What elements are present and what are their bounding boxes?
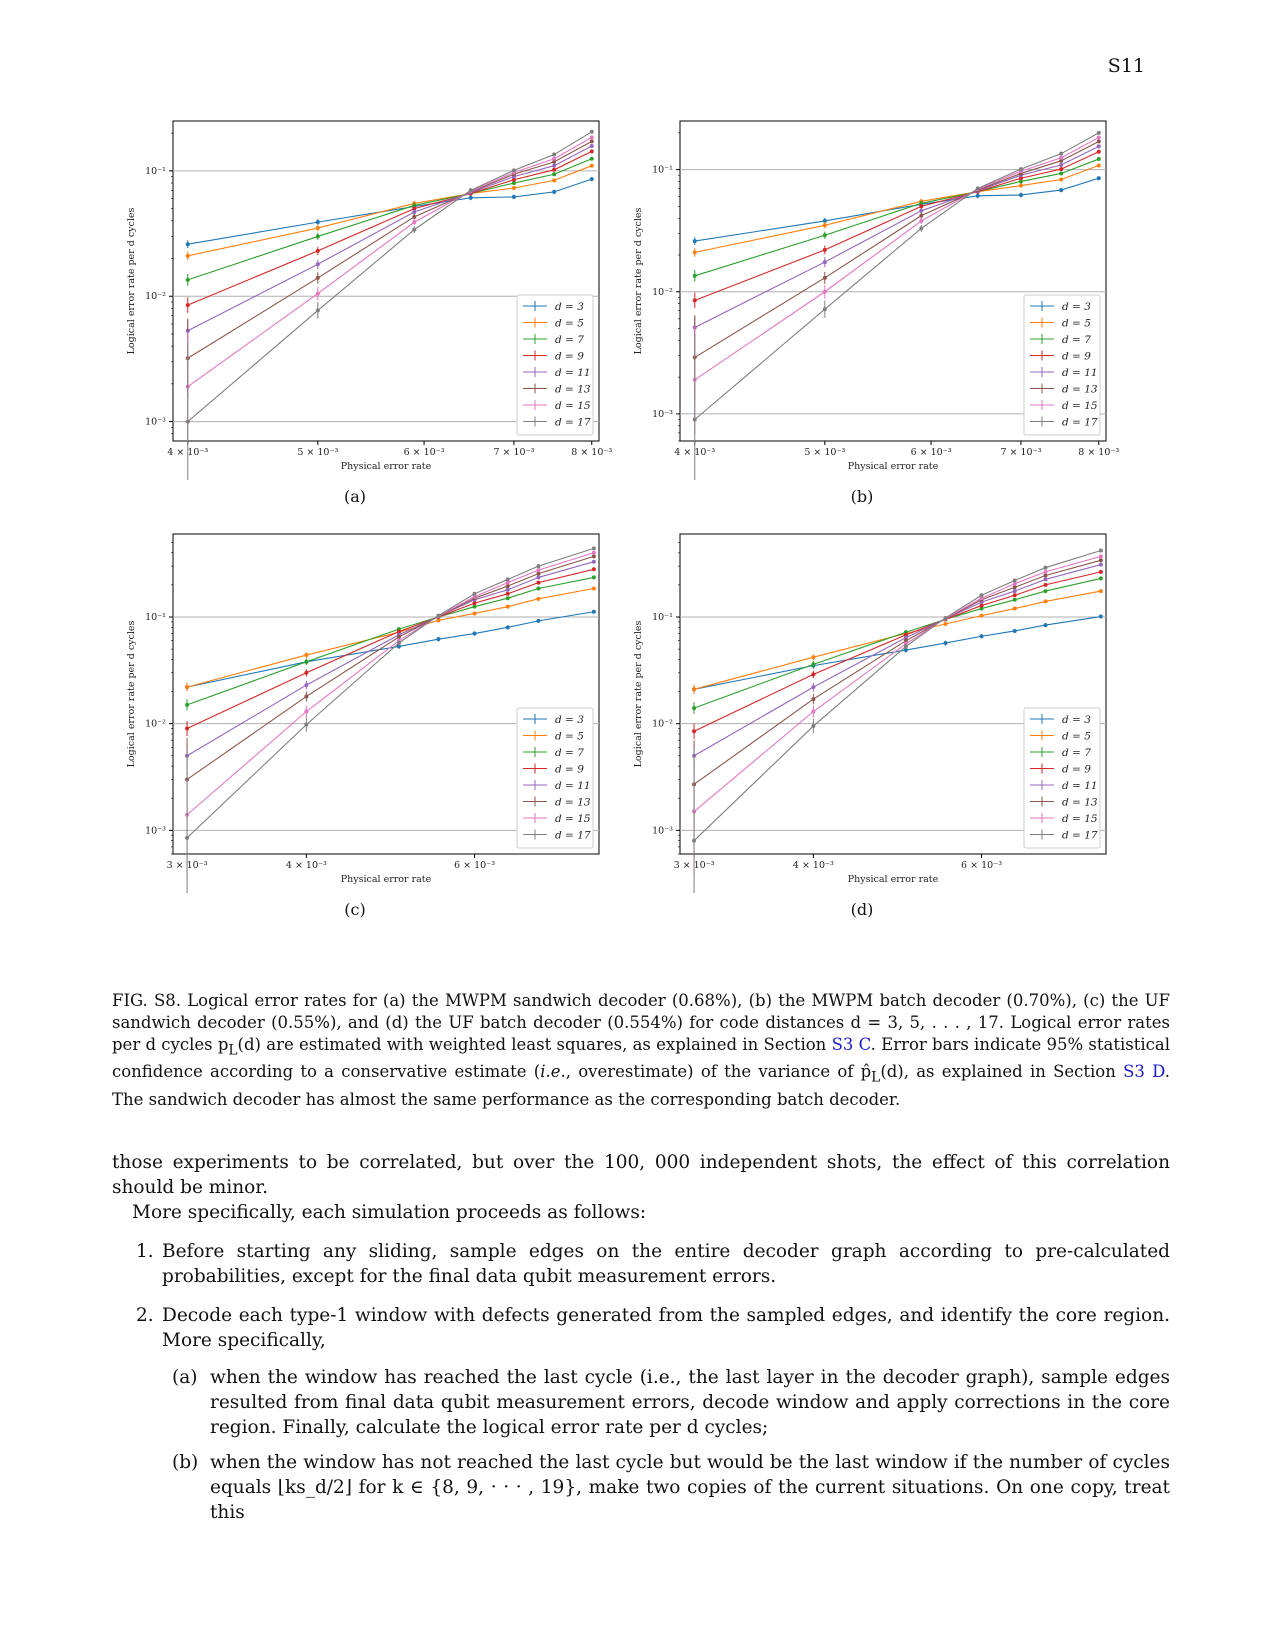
chart-c: [110, 528, 615, 893]
data-point: [811, 672, 815, 676]
data-point: [1099, 558, 1103, 562]
y-tick-label: 10⁻¹: [145, 165, 166, 177]
data-point: [1019, 184, 1023, 188]
series-line: [187, 612, 594, 687]
data-point: [1013, 578, 1017, 582]
figure-panel-d: [617, 528, 1122, 893]
series-line: [187, 569, 594, 728]
data-point: [506, 592, 510, 596]
caption-sub-1: L: [228, 1042, 238, 1059]
legend-label: d = 7: [1062, 334, 1091, 346]
caption-text-3: . Error bars indicate 95% statistical confidence according to a conservative estimate (: [112, 1035, 1171, 1082]
list-item-1: [112, 1239, 1170, 1289]
chart-a: [110, 115, 615, 480]
legend-label: d = 5: [555, 730, 584, 743]
series-line: [695, 152, 1099, 301]
figure-panel-a: [110, 115, 615, 480]
data-point: [823, 233, 827, 237]
data-point: [512, 186, 516, 190]
data-point: [304, 683, 308, 687]
data-point: [316, 276, 320, 280]
data-point: [536, 587, 540, 591]
data-point: [536, 572, 540, 576]
data-point: [1013, 598, 1017, 602]
data-point: [185, 703, 189, 707]
x-axis-label: Physical error rate: [847, 461, 939, 472]
data-point: [506, 605, 510, 609]
x-tick-label: 5 × 10⁻³: [804, 447, 846, 458]
legend-label: d = 15: [555, 813, 591, 825]
data-point: [1013, 585, 1017, 589]
y-tick-label: 10⁻³: [145, 416, 166, 428]
data-point: [823, 248, 827, 252]
data-point: [811, 724, 815, 728]
x-tick-label: 4 × 10⁻³: [285, 860, 327, 871]
data-point: [904, 644, 908, 648]
legend-label: d = 17: [555, 416, 591, 429]
series-line: [188, 179, 592, 244]
data-point: [1043, 573, 1047, 577]
procedure-list: [112, 1239, 1170, 1525]
series-line: [187, 589, 594, 688]
data-point: [552, 153, 556, 157]
data-point: [506, 596, 510, 600]
data-point: [592, 587, 596, 591]
list-item-2: [112, 1303, 1170, 1525]
data-point: [316, 226, 320, 230]
data-point: [536, 581, 540, 585]
data-point: [1099, 570, 1103, 574]
data-point: [811, 685, 815, 689]
series-d=3: [186, 177, 594, 248]
data-point: [693, 250, 697, 254]
x-tick-label: 7 × 10⁻³: [1000, 447, 1042, 458]
data-point: [316, 262, 320, 266]
sublist-text-b: when the window has not reached the last cycle but would be the last window if the number of cycles equals ⌊ks_d/2⌋ for k ∈ {8, 9, · · · , 19}, make two copies of the current situations. On one copy, treat this: [210, 1452, 1170, 1523]
data-point: [1059, 156, 1063, 160]
data-point: [552, 190, 556, 194]
data-point: [536, 597, 540, 601]
page-number: S11: [1107, 55, 1145, 77]
figure-tag-d: (d): [850, 900, 874, 919]
legend-label: d = 15: [1062, 813, 1098, 825]
y-tick-label: 10⁻¹: [652, 612, 673, 624]
data-point: [1013, 593, 1017, 597]
y-tick-label: 10⁻²: [652, 286, 673, 298]
data-point: [692, 687, 696, 691]
chart-d: [617, 528, 1122, 893]
procedure-sublist: [162, 1365, 1170, 1525]
list-number-2: 2.: [136, 1305, 154, 1326]
y-tick-label: 10⁻¹: [145, 612, 166, 624]
paragraph-2: More specifically, each simulation proceeds as follows:: [132, 1202, 647, 1223]
data-point: [1099, 563, 1103, 567]
y-axis-label: Logical error rate per d cycles: [126, 620, 137, 768]
data-point: [469, 196, 473, 200]
data-point: [1097, 139, 1101, 143]
series-d=9: [693, 150, 1101, 308]
legend-label: d = 15: [1062, 400, 1098, 412]
data-point: [1043, 623, 1047, 627]
legend-label: d = 9: [1062, 350, 1091, 363]
data-point: [590, 149, 594, 153]
legend-box: [517, 708, 593, 848]
legend-label: d = 15: [555, 400, 591, 412]
x-tick-label: 6 × 10⁻³: [454, 860, 496, 871]
data-point: [1059, 177, 1063, 181]
data-point: [823, 260, 827, 264]
list-text-2: Decode each type-1 window with defects generated from the sampled edges, and identify the core region. More specifically,: [162, 1305, 1170, 1351]
figure-panel-c: [110, 528, 615, 893]
data-point: [592, 560, 596, 564]
data-point: [412, 215, 416, 219]
data-point: [185, 685, 189, 689]
legend-label: d = 7: [555, 334, 584, 346]
data-point: [512, 195, 516, 199]
y-tick-label: 10⁻²: [145, 291, 166, 303]
data-point: [693, 298, 697, 302]
data-point: [552, 168, 556, 172]
data-point: [1099, 589, 1103, 593]
series-d=7: [692, 576, 1103, 713]
legend-label: d = 5: [1062, 317, 1091, 330]
data-point: [1013, 607, 1017, 611]
data-point: [919, 226, 923, 230]
legend-box: [1024, 295, 1100, 435]
y-axis-label: Logical error rate per d cycles: [633, 207, 644, 355]
data-point: [692, 729, 696, 733]
data-point: [592, 575, 596, 579]
series-d=3: [693, 176, 1101, 245]
data-point: [1043, 577, 1047, 581]
data-point: [823, 223, 827, 227]
data-point: [1097, 157, 1101, 161]
data-point: [1059, 188, 1063, 192]
caption-text-6: . The sandwich decoder has almost the same performance as the corresponding batch decoder.: [112, 1062, 1170, 1109]
data-point: [186, 278, 190, 282]
legend-label: d = 13: [555, 796, 591, 809]
legend: [517, 708, 593, 848]
data-point: [1097, 164, 1101, 168]
legend-label: d = 11: [555, 780, 591, 792]
data-point: [506, 625, 510, 629]
series-line: [694, 578, 1101, 708]
legend-label: d = 9: [555, 763, 584, 776]
data-point: [693, 417, 697, 421]
data-point: [1043, 583, 1047, 587]
x-tick-label: 6 × 10⁻³: [910, 447, 952, 458]
data-point: [1097, 176, 1101, 180]
data-point: [811, 697, 815, 701]
data-point: [186, 254, 190, 258]
data-point: [1043, 570, 1047, 574]
y-tick-label: 10⁻³: [145, 825, 166, 837]
x-axis-label: Physical error rate: [847, 874, 939, 885]
data-point: [943, 641, 947, 645]
legend-label: d = 5: [555, 317, 584, 330]
legend: [517, 295, 593, 435]
data-point: [536, 564, 540, 568]
data-point: [1099, 549, 1103, 553]
data-point: [1097, 150, 1101, 154]
data-point: [316, 234, 320, 238]
x-tick-label: 8 × 10⁻³: [1078, 447, 1120, 458]
data-point: [412, 228, 416, 232]
data-point: [592, 567, 596, 571]
data-point: [473, 632, 477, 636]
series-line: [694, 617, 1101, 690]
data-point: [186, 420, 190, 424]
data-point: [1043, 599, 1047, 603]
data-point: [1013, 589, 1017, 593]
data-point: [943, 622, 947, 626]
x-tick-label: 4 × 10⁻³: [167, 447, 209, 458]
legend-label: d = 5: [1062, 730, 1091, 743]
legend-label: d = 3: [1062, 714, 1091, 726]
y-tick-label: 10⁻²: [145, 718, 166, 730]
data-point: [304, 723, 308, 727]
legend-label: d = 7: [555, 747, 584, 759]
data-point: [590, 177, 594, 181]
series-line: [188, 151, 592, 305]
sublist-text-a: when the window has reached the last cycle (i.e., the last layer in the decoder graph), sample edges resulted from final data qubit measurement errors, decode window and apply corrections in the core region. Finally, calculate the logical error rate per d cycles;: [210, 1367, 1170, 1438]
data-point: [919, 219, 923, 223]
legend-label: d = 11: [1062, 780, 1098, 792]
legend: [1024, 708, 1100, 848]
data-point: [536, 619, 540, 623]
data-point: [1059, 171, 1063, 175]
data-point: [980, 604, 984, 608]
data-point: [592, 610, 596, 614]
data-point: [919, 209, 923, 213]
data-point: [186, 242, 190, 246]
data-point: [1019, 193, 1023, 197]
data-point: [1097, 144, 1101, 148]
data-point: [552, 164, 556, 168]
data-point: [304, 653, 308, 657]
figure-tag-c: (c): [344, 900, 366, 919]
x-axis-label: Physical error rate: [340, 874, 432, 885]
data-point: [980, 614, 984, 618]
data-point: [185, 836, 189, 840]
data-point: [590, 130, 594, 134]
legend-label: d = 11: [1062, 367, 1098, 379]
legend-label: d = 17: [555, 829, 591, 842]
x-tick-label: 4 × 10⁻³: [792, 860, 834, 871]
section-link-s3c[interactable]: S3 C: [831, 1035, 871, 1054]
x-tick-label: 6 × 10⁻³: [961, 860, 1003, 871]
legend: [1024, 295, 1100, 435]
legend-box: [1024, 708, 1100, 848]
data-point: [590, 139, 594, 143]
data-point: [980, 634, 984, 638]
data-point: [590, 135, 594, 139]
x-tick-label: 7 × 10⁻³: [493, 447, 535, 458]
data-point: [412, 220, 416, 224]
data-point: [811, 655, 815, 659]
data-point: [536, 575, 540, 579]
section-link-s3d[interactable]: S3 D: [1123, 1062, 1165, 1082]
data-point: [1097, 136, 1101, 140]
data-point: [943, 616, 947, 620]
y-tick-label: 10⁻³: [652, 825, 673, 837]
data-point: [1059, 167, 1063, 171]
x-tick-label: 4 × 10⁻³: [674, 447, 716, 458]
paragraph-1: those experiments to be correlated, but over the 100, 000 independent shots, the effect of this correlation should be minor.: [112, 1152, 1170, 1198]
data-point: [980, 593, 984, 597]
caption-text-2: (d) are estimated with weighted least squares, as explained in Section: [237, 1035, 832, 1054]
legend-label: d = 9: [1062, 763, 1091, 776]
data-point: [592, 551, 596, 555]
data-point: [692, 706, 696, 710]
data-point: [552, 157, 556, 161]
data-point: [436, 637, 440, 641]
data-point: [473, 611, 477, 615]
data-point: [823, 307, 827, 311]
data-point: [592, 554, 596, 558]
legend-label: d = 17: [1062, 416, 1098, 429]
data-point: [185, 727, 189, 731]
x-tick-label: 5 × 10⁻³: [297, 447, 339, 458]
data-point: [976, 187, 980, 191]
data-point: [693, 239, 697, 243]
figure-tag-b: (b): [850, 487, 874, 506]
body-text: [112, 1150, 1170, 1539]
sublist-number-a: (a): [172, 1367, 198, 1388]
data-point: [506, 584, 510, 588]
series-d=5: [186, 164, 594, 261]
data-point: [304, 660, 308, 664]
series-d=9: [186, 149, 594, 312]
y-axis-label: Logical error rate per d cycles: [126, 207, 137, 355]
legend-label: d = 13: [1062, 383, 1098, 396]
data-point: [1097, 131, 1101, 135]
data-point: [693, 274, 697, 278]
x-tick-label: 8 × 10⁻³: [571, 447, 613, 458]
data-point: [316, 308, 320, 312]
sublist-item-a: [162, 1365, 1170, 1440]
x-axis-label: Physical error rate: [340, 461, 432, 472]
legend-label: d = 9: [555, 350, 584, 363]
data-point: [1099, 615, 1103, 619]
caption-text-5: (d), as explained in Section: [880, 1062, 1124, 1082]
data-point: [692, 839, 696, 843]
x-tick-label: 3 × 10⁻³: [673, 860, 715, 871]
data-point: [536, 568, 540, 572]
y-tick-label: 10⁻³: [652, 408, 673, 420]
data-point: [919, 204, 923, 208]
legend-label: d = 13: [1062, 796, 1098, 809]
series-line: [187, 577, 594, 704]
figure-panel-b: [617, 115, 1122, 480]
sublist-item-b: [162, 1450, 1170, 1525]
legend-label: d = 17: [1062, 829, 1098, 842]
data-point: [811, 662, 815, 666]
figure-caption: [112, 990, 1170, 1111]
caption-sub-2: L: [871, 1069, 881, 1086]
data-point: [469, 188, 473, 192]
data-point: [316, 249, 320, 253]
data-point: [1099, 554, 1103, 558]
legend-label: d = 13: [555, 383, 591, 396]
caption-ie: i.e.: [540, 1062, 566, 1082]
data-point: [1043, 589, 1047, 593]
data-point: [811, 710, 815, 714]
caption-text-1: FIG. S8. Logical error rates for (a) the MWPM sandwich decoder (0.68%), (b) the MWPM batch decoder (0.70%), (c) the UF sandwich decoder (0.55%), and (d) the UF batch decoder (0.554%) for code distances d = 3, 5, . . . , 17. Logical error rates per d cycles p: [112, 991, 1170, 1054]
data-point: [1019, 167, 1023, 171]
data-point: [506, 588, 510, 592]
chart-b: [617, 115, 1122, 480]
data-point: [590, 164, 594, 168]
data-point: [1059, 163, 1063, 167]
data-point: [976, 194, 980, 198]
data-point: [397, 641, 401, 645]
data-point: [823, 290, 827, 294]
data-point: [1043, 566, 1047, 570]
data-point: [316, 220, 320, 224]
series-d=5: [692, 589, 1103, 694]
series-d=7: [693, 157, 1101, 282]
legend-label: d = 7: [1062, 747, 1091, 759]
data-point: [919, 214, 923, 218]
figure-tag-a: (a): [343, 487, 367, 506]
data-point: [412, 210, 416, 214]
x-tick-label: 3 × 10⁻³: [166, 860, 208, 871]
data-point: [590, 144, 594, 148]
data-point: [512, 168, 516, 172]
legend-label: d = 3: [1062, 301, 1091, 313]
legend-box: [517, 295, 593, 435]
data-point: [316, 292, 320, 296]
caption-text-4: , overestimate) of the variance of p̂: [565, 1062, 872, 1082]
data-point: [473, 592, 477, 596]
data-point: [823, 276, 827, 280]
data-point: [473, 605, 477, 609]
x-tick-label: 6 × 10⁻³: [403, 447, 445, 458]
sublist-number-b: (b): [172, 1452, 199, 1473]
list-number-1: 1.: [136, 1241, 154, 1262]
data-point: [1013, 629, 1017, 633]
legend-label: d = 3: [555, 714, 584, 726]
data-point: [592, 546, 596, 550]
list-text-1: Before starting any sliding, sample edges on the entire decoder graph according to pre-calculated probabilities, except for the final data qubit measurement errors.: [162, 1241, 1170, 1287]
y-tick-label: 10⁻²: [652, 718, 673, 730]
data-point: [304, 710, 308, 714]
data-point: [1099, 576, 1103, 580]
y-tick-label: 10⁻¹: [652, 164, 673, 176]
data-point: [552, 172, 556, 176]
data-point: [186, 303, 190, 307]
legend-label: d = 3: [555, 301, 584, 313]
data-point: [304, 694, 308, 698]
legend-label: d = 11: [555, 367, 591, 379]
data-point: [506, 577, 510, 581]
data-point: [590, 157, 594, 161]
data-point: [1059, 152, 1063, 156]
y-axis-label: Logical error rate per d cycles: [633, 620, 644, 768]
data-point: [304, 671, 308, 675]
series-line: [694, 591, 1101, 689]
data-point: [552, 178, 556, 182]
data-point: [436, 614, 440, 618]
series-d=7: [186, 157, 594, 286]
